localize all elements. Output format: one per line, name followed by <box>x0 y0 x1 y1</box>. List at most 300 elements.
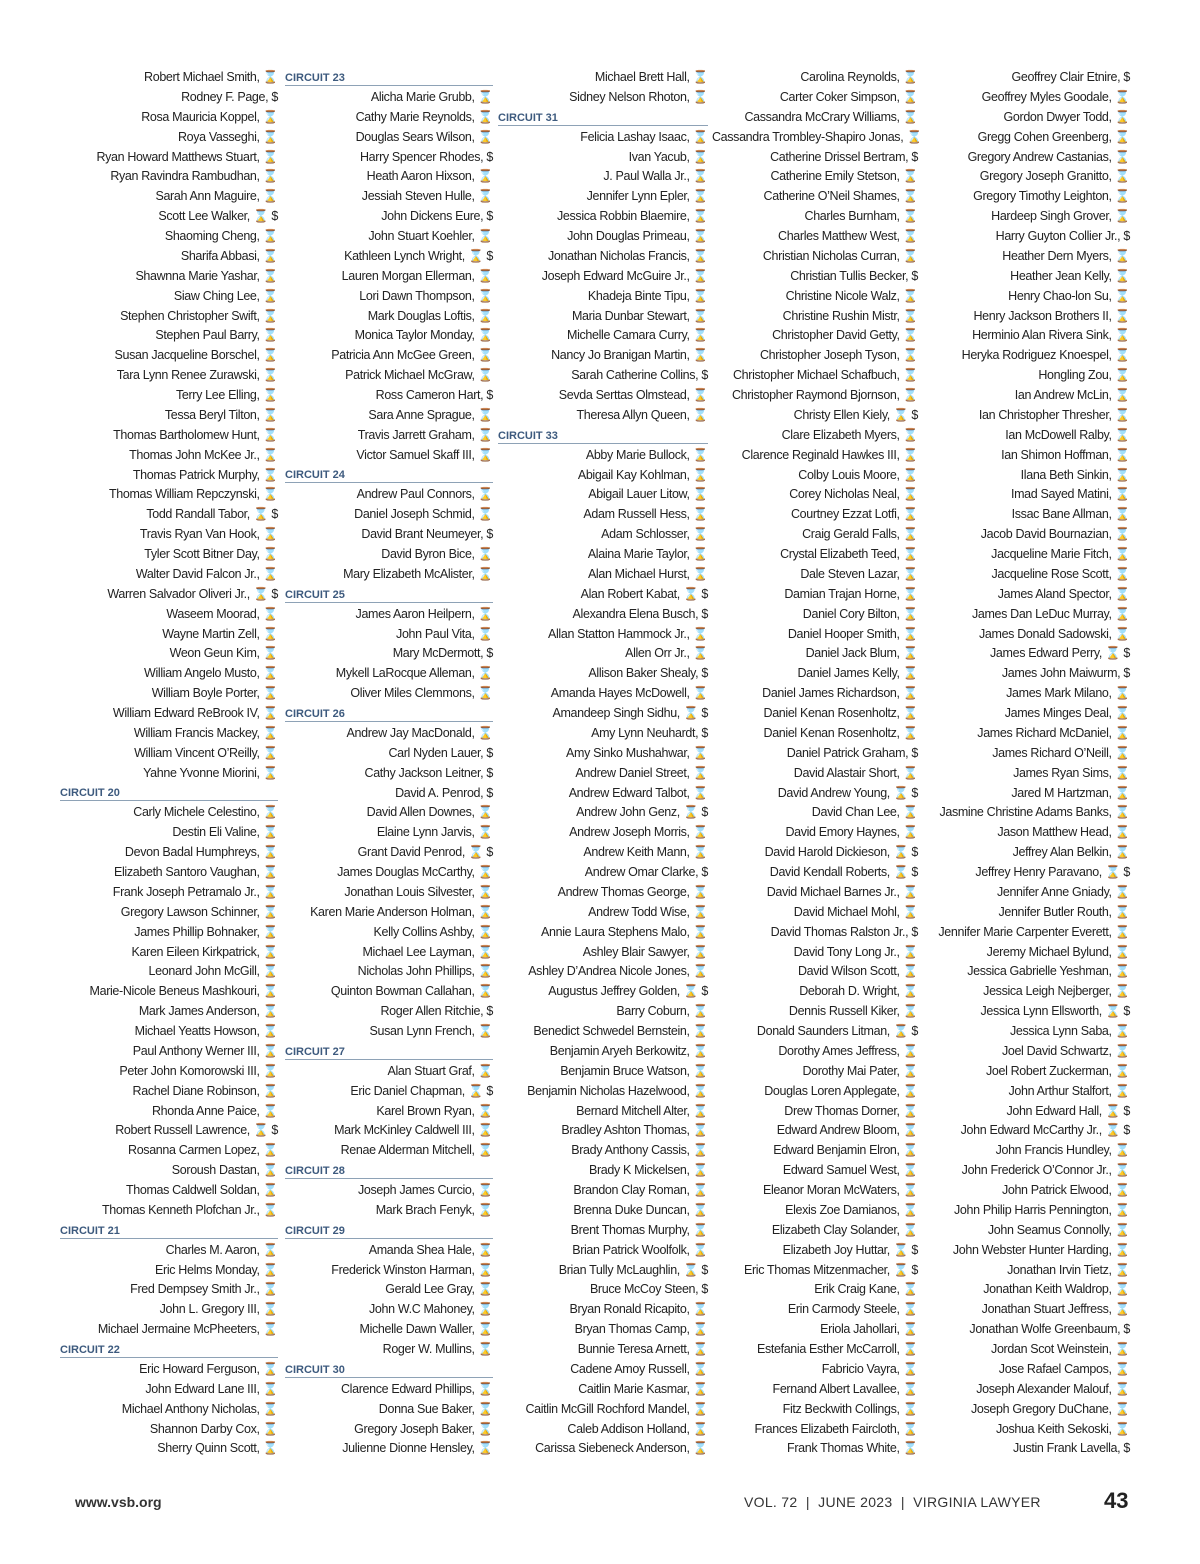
member-name: Michael Yeatts Howson, ⌛ <box>134 1024 278 1038</box>
member-name: Issac Bane Allman, ⌛ <box>1011 507 1130 522</box>
name-column-1 <box>60 68 278 1459</box>
member-name: Jonathan Keith Waldrop, ⌛ <box>983 1282 1130 1297</box>
member-name: Christy Ellen Kiely, ⌛ $ <box>793 407 918 422</box>
member-name: Wayne Martin Zell, ⌛ <box>162 626 278 641</box>
member-name: Courtney Ezzat Lotfi, ⌛ <box>790 507 918 522</box>
member-name: Hardeep Singh Grover, ⌛ <box>991 209 1130 224</box>
member-name: Abigail Kay Kohlman, ⌛ <box>577 467 708 482</box>
member-name: Bryan Thomas Camp, ⌛ <box>574 1322 708 1337</box>
member-name: Travis Ryan Van Hook, ⌛ <box>139 527 278 542</box>
member-name: Daniel Joseph Schmid, ⌛ <box>354 507 493 522</box>
member-name: Alan Michael Hurst, ⌛ <box>587 566 708 581</box>
member-name: Brent Thomas Murphy, ⌛ <box>570 1222 708 1237</box>
member-name: Ian Christopher Thresher, ⌛ <box>978 407 1130 422</box>
member-name: Thomas Kenneth Plofchan Jr., ⌛ <box>102 1202 278 1217</box>
member-name: Gerald Lee Gray, ⌛ <box>385 1282 493 1297</box>
member-name: Charles M. Aaron, ⌛ <box>165 1242 278 1257</box>
member-name: Alan Robert Kabat, ⌛ $ <box>580 586 708 601</box>
member-name: John Paul Vita, ⌛ <box>396 626 493 641</box>
website-url[interactable]: www.vsb.org <box>75 1494 162 1510</box>
member-name: James Aaron Heilpern, ⌛ <box>355 606 493 621</box>
member-name: John Stuart Koehler, ⌛ <box>368 229 493 243</box>
member-name: Devon Badal Humphreys, ⌛ <box>124 845 278 860</box>
member-name: Elizabeth Joy Huttar, ⌛ $ <box>782 1242 918 1257</box>
member-name: Thomas Bartholomew Hunt, ⌛ <box>113 427 278 442</box>
member-name: Kelly Collins Ashby, ⌛ <box>373 924 493 939</box>
member-name: Jessica Leigh Nejberger, ⌛ <box>983 984 1130 999</box>
member-name: Harry Spencer Rhodes, $ <box>360 149 493 164</box>
member-name: John Frederick O’Connor Jr., ⌛ <box>961 1163 1130 1178</box>
member-name: David Chan Lee, ⌛ <box>811 805 918 820</box>
member-name: Michael Brett Hall, ⌛ <box>594 70 708 84</box>
member-name: Henry Jackson Brothers II, ⌛ <box>973 308 1130 323</box>
member-name: Elizabeth Santoro Vaughan, ⌛ <box>114 865 278 879</box>
member-name: Alaina Marie Taylor, ⌛ <box>587 547 708 561</box>
member-name: Eric Thomas Mitzenmacher, ⌛ $ <box>744 1262 918 1277</box>
member-name: Frank Thomas White, ⌛ <box>787 1441 918 1456</box>
member-name: Brandon Clay Roman, ⌛ <box>573 1183 708 1197</box>
member-name: Waseem Moorad, ⌛ <box>166 606 278 621</box>
member-name: John Edward McCarthy Jr., ⌛ $ <box>960 1123 1130 1138</box>
member-name: Cassandra Trombley-Shapiro Jonas, ⌛ <box>712 129 922 144</box>
member-name: Harry Guyton Collier Jr., $ <box>995 229 1130 243</box>
member-name: Siaw Ching Lee, ⌛ <box>173 288 278 303</box>
member-name: Jessica Robbin Blaemire, ⌛ <box>557 209 708 224</box>
member-name: Carolina Reynolds, ⌛ <box>800 70 918 84</box>
member-name: Jacob David Bournazian, ⌛ <box>980 527 1130 542</box>
member-name: Jennifer Marie Carpenter Everett, ⌛ <box>938 924 1130 939</box>
member-name: Cathy Marie Reynolds, ⌛ <box>355 109 493 124</box>
member-name: Karen Marie Anderson Holman, ⌛ <box>310 904 493 919</box>
member-name: David A. Penrod, $ <box>395 785 493 800</box>
member-name: James Dan LeDuc Murray, ⌛ <box>971 606 1130 621</box>
member-name: Nancy Jo Branigan Martin, ⌛ <box>551 348 708 363</box>
member-name: Crystal Elizabeth Teed, ⌛ <box>780 547 918 561</box>
member-name: John Arthur Stalfort, ⌛ <box>1008 1083 1130 1098</box>
member-name: Edward Samuel West, ⌛ <box>782 1163 918 1178</box>
member-name: Ryan Ravindra Rambudhan, ⌛ <box>110 169 278 184</box>
member-name: James Richard O’Neill, ⌛ <box>992 745 1130 760</box>
member-name: James Donald Sadowski, ⌛ <box>979 626 1130 641</box>
member-name: Elaine Lynn Jarvis, ⌛ <box>376 825 493 840</box>
member-name: Erik Craig Kane, ⌛ <box>814 1282 918 1297</box>
member-name: Michelle Dawn Waller, ⌛ <box>359 1322 493 1337</box>
member-name: Mark James Anderson, ⌛ <box>138 1004 278 1019</box>
member-name: Amy Lynn Neuhardt, $ <box>591 725 708 740</box>
member-name: Estefania Esther McCarroll, ⌛ <box>756 1342 918 1356</box>
name-column-4 <box>712 68 922 1459</box>
circuit-header: CIRCUIT 24 <box>285 467 493 483</box>
member-name: Jeffrey Henry Paravano, ⌛ $ <box>975 865 1130 879</box>
member-name: Shaoming Cheng, ⌛ <box>164 229 278 243</box>
member-name: David Thomas Ralston Jr., $ <box>770 924 918 939</box>
member-name: Quinton Bowman Callahan, ⌛ <box>330 984 493 999</box>
name-column-2 <box>285 68 493 1459</box>
member-name: John Patrick Elwood, ⌛ <box>1001 1183 1130 1197</box>
member-name: William Boyle Porter, ⌛ <box>151 686 278 701</box>
member-name: James Phillip Bohnaker, ⌛ <box>134 924 278 939</box>
member-name: John W.C Mahoney, ⌛ <box>368 1302 493 1317</box>
member-name: Susan Jacqueline Borschel, ⌛ <box>114 348 278 363</box>
member-name: Mark Brach Fenyk, ⌛ <box>375 1202 493 1217</box>
member-name: Christine Nicole Walz, ⌛ <box>785 288 918 303</box>
member-name: James Aland Spector, ⌛ <box>997 586 1130 601</box>
member-name: Leonard John McGill, ⌛ <box>148 964 278 979</box>
member-name: Augustus Jeffrey Golden, ⌛ $ <box>548 984 708 999</box>
member-name: David Michael Barnes Jr., ⌛ <box>766 884 918 899</box>
member-name: Andrew Joseph Morris, ⌛ <box>569 825 708 840</box>
member-name: John Dickens Eure, $ <box>381 209 493 224</box>
member-name: Jonathan Nicholas Francis, ⌛ <box>547 248 708 263</box>
member-name: Daniel Kenan Rosenholtz, ⌛ <box>763 706 918 720</box>
member-name: Jennifer Butler Routh, ⌛ <box>998 904 1130 919</box>
member-name: Patrick Michael McGraw, ⌛ <box>345 368 493 383</box>
member-name: Lauren Morgan Ellerman, ⌛ <box>341 268 493 283</box>
member-name: Jordan Scot Weinstein, ⌛ <box>991 1342 1130 1356</box>
member-name: Daniel Kenan Rosenholtz, ⌛ <box>763 725 918 740</box>
member-name: Henry Chao-lon Su, ⌛ <box>1008 288 1130 303</box>
member-name: Sherry Quinn Scott, ⌛ <box>157 1441 278 1456</box>
member-name: Christopher David Getty, ⌛ <box>772 328 918 343</box>
member-name: Jonathan Irvin Tietz, ⌛ <box>1007 1262 1130 1277</box>
member-name: Roger W. Mullins, ⌛ <box>382 1342 493 1356</box>
member-name: Cadene Amoy Russell, ⌛ <box>570 1361 708 1376</box>
member-name: Gregory Joseph Baker, ⌛ <box>354 1421 493 1436</box>
member-name: Grant David Penrod, ⌛ $ <box>357 845 493 860</box>
member-name: Andrew Edward Talbot, ⌛ <box>568 785 708 800</box>
member-name: Deborah D. Wright, ⌛ <box>799 984 918 999</box>
member-name: Scott Lee Walker, ⌛ $ <box>158 209 278 224</box>
member-name: Mary McDermott, $ <box>392 646 493 661</box>
member-name: Damian Trajan Horne, ⌛ <box>784 586 918 601</box>
member-name: Joel Robert Zuckerman, ⌛ <box>985 1063 1130 1078</box>
member-name: Bernard Mitchell Alter, ⌛ <box>576 1103 708 1118</box>
member-name: Joel David Schwartz, ⌛ <box>1001 1043 1130 1058</box>
member-name: Rosanna Carmen Lopez, ⌛ <box>128 1143 278 1158</box>
member-name: Amanda Shea Hale, ⌛ <box>368 1242 493 1257</box>
member-name: Justin Frank Lavella, $ <box>1012 1441 1130 1456</box>
member-name: Bradley Ashton Thomas, ⌛ <box>561 1123 708 1138</box>
member-name: William Francis Mackey, ⌛ <box>133 725 278 740</box>
member-name: William Edward ReBrook IV, ⌛ <box>112 706 278 720</box>
member-name: Edward Andrew Bloom, ⌛ <box>776 1123 918 1138</box>
member-name: Donna Sue Baker, ⌛ <box>378 1401 493 1416</box>
member-name: Allison Baker Shealy, $ <box>588 666 708 681</box>
member-name: Jared M Hartzman, ⌛ <box>1011 785 1130 800</box>
member-name: Gordon Dwyer Todd, ⌛ <box>1003 109 1130 124</box>
circuit-header: CIRCUIT 25 <box>285 587 493 603</box>
circuit-header: CIRCUIT 27 <box>285 1044 493 1060</box>
name-column-5 <box>926 68 1130 1459</box>
member-name: Catherine O’Neil Shames, ⌛ <box>763 189 918 204</box>
member-name: Marie-Nicole Beneus Mashkouri, ⌛ <box>89 984 278 999</box>
member-name: David Alastair Short, ⌛ <box>793 765 918 780</box>
member-name: Heather Dern Myers, ⌛ <box>1002 248 1130 263</box>
circuit-header: CIRCUIT 26 <box>285 706 493 722</box>
member-name: Cathy Jackson Leitner, $ <box>364 765 493 780</box>
circuit-header: CIRCUIT 28 <box>285 1163 493 1179</box>
member-name: John Seamus Connolly, ⌛ <box>987 1222 1130 1237</box>
member-name: Jacqueline Rose Scott, ⌛ <box>991 566 1130 581</box>
member-name: John Edward Lane III, ⌛ <box>145 1381 278 1396</box>
member-name: Eric Howard Ferguson, ⌛ <box>139 1361 278 1376</box>
member-name: Brady K Mickelsen, ⌛ <box>588 1163 708 1178</box>
page-number: 43 <box>1104 1488 1129 1513</box>
member-name: James John Maiwurm, $ <box>1001 666 1130 681</box>
member-name: Catherine Drissel Bertram, $ <box>770 149 918 164</box>
member-name: Jasmine Christine Adams Banks, ⌛ <box>939 805 1130 820</box>
member-name: Sara Anne Sprague, ⌛ <box>368 407 493 422</box>
member-name: Dorothy Mai Pater, ⌛ <box>802 1063 918 1078</box>
member-name: Robert Russell Lawrence, ⌛ $ <box>115 1123 278 1138</box>
member-name: Dale Steven Lazar, ⌛ <box>800 566 918 581</box>
member-name: Imad Sayed Matini, ⌛ <box>1010 487 1130 502</box>
member-name: Thomas Patrick Murphy, ⌛ <box>132 467 278 482</box>
member-name: Donald Saunders Litman, ⌛ $ <box>756 1024 918 1038</box>
member-name: Heath Aaron Hixson, ⌛ <box>366 169 493 184</box>
member-name: Dorothy Ames Jeffress, ⌛ <box>778 1043 918 1058</box>
member-name: Caitlin McGill Rochford Mandel, ⌛ <box>525 1401 708 1416</box>
member-name: Yahne Yvonne Miorini, ⌛ <box>143 765 278 780</box>
member-name: Joshua Keith Sekoski, ⌛ <box>996 1421 1130 1436</box>
member-name: Alan Stuart Graf, ⌛ <box>387 1063 493 1078</box>
member-name: Andrew John Genz, ⌛ $ <box>576 805 708 820</box>
member-name: Ashley D’Andrea Nicole Jones, ⌛ <box>528 964 708 979</box>
member-name: Michael Jermaine McPheeters, ⌛ <box>97 1322 278 1337</box>
publication-info: VOL. 72 | JUNE 2023 | VIRGINIA LAWYER <box>744 1494 1041 1510</box>
member-name: Elizabeth Clay Solander, ⌛ <box>771 1222 918 1237</box>
member-name: Karel Brown Ryan, ⌛ <box>376 1103 493 1118</box>
member-name: Joseph Edward McGuire Jr., ⌛ <box>541 268 708 283</box>
member-name: John Webster Hunter Harding, ⌛ <box>952 1242 1130 1257</box>
member-name: Jessica Lynn Ellsworth, ⌛ $ <box>980 1004 1130 1019</box>
member-name: Ryan Howard Matthews Stuart, ⌛ <box>96 149 278 164</box>
member-name: Sarah Ann Maguire, ⌛ <box>155 189 278 204</box>
member-name: Frances Elizabeth Faircloth, ⌛ <box>754 1421 918 1436</box>
member-name: Andrew Thomas George, ⌛ <box>557 884 708 899</box>
member-name: Benjamin Aryeh Berkowitz, ⌛ <box>549 1043 708 1058</box>
member-name: Ian Shimon Hoffman, ⌛ <box>1001 447 1130 462</box>
circuit-header: CIRCUIT 31 <box>498 110 708 126</box>
member-name: William Angelo Musto, ⌛ <box>144 666 278 681</box>
member-name: Christopher Raymond Bjornson, ⌛ <box>731 388 918 402</box>
member-name: Brian Tully McLaughlin, ⌛ $ <box>558 1262 708 1277</box>
member-name: Gregory Joseph Granitto, ⌛ <box>979 169 1130 184</box>
member-name: David Andrew Young, ⌛ $ <box>777 785 918 800</box>
member-name: Rachel Diane Robinson, ⌛ <box>132 1083 278 1098</box>
member-name: Carl Nyden Lauer, $ <box>388 745 493 760</box>
member-name: Bruce McCoy Steen, $ <box>589 1282 708 1297</box>
member-name: Shannon Darby Cox, ⌛ <box>149 1421 278 1436</box>
member-name: Daniel Hooper Smith, ⌛ <box>787 626 918 641</box>
member-name: David Michael Mohl, ⌛ <box>793 904 918 919</box>
member-name: Alicha Marie Grubb, ⌛ <box>370 89 493 104</box>
member-name: Brady Anthony Cassis, ⌛ <box>571 1143 708 1158</box>
member-name: Carly Michele Celestino, ⌛ <box>133 805 278 820</box>
member-name: Robert Michael Smith, ⌛ <box>144 70 278 84</box>
member-name: Drew Thomas Dorner, ⌛ <box>784 1103 918 1118</box>
member-name: John Douglas Primeau, ⌛ <box>567 229 708 243</box>
member-name: Amy Sinko Mushahwar, ⌛ <box>566 745 708 760</box>
member-name: Travis Jarrett Graham, ⌛ <box>357 427 493 442</box>
member-name: Eriola Jahollari, ⌛ <box>820 1322 918 1337</box>
name-column-3 <box>498 68 708 1459</box>
member-name: David Brant Neumeyer, $ <box>361 527 493 542</box>
member-name: Jessica Lynn Saba, ⌛ <box>1010 1024 1130 1038</box>
member-name: Daniel James Richardson, ⌛ <box>762 686 918 701</box>
circuit-header: CIRCUIT 29 <box>285 1223 493 1239</box>
member-name: David Tony Long Jr., ⌛ <box>793 944 918 959</box>
member-name: Ivan Yacub, ⌛ <box>628 149 708 164</box>
member-name: John Edward Hall, ⌛ $ <box>1006 1103 1130 1118</box>
member-name: Mary Elizabeth McAlister, ⌛ <box>343 566 493 581</box>
member-name: Lori Dawn Thompson, ⌛ <box>359 288 493 303</box>
member-name: Carter Coker Simpson, ⌛ <box>779 89 918 104</box>
member-name: Stephen Paul Barry, ⌛ <box>155 328 278 343</box>
member-name: James Mark Milano, ⌛ <box>1006 686 1130 701</box>
member-name: Nicholas John Phillips, ⌛ <box>357 964 493 979</box>
member-name: Thomas John McKee Jr., ⌛ <box>129 447 278 462</box>
member-name: Fabricio Vayra, ⌛ <box>821 1361 918 1376</box>
member-name: Dennis Russell Kiker, ⌛ <box>788 1004 918 1019</box>
member-name: Clare Elizabeth Myers, ⌛ <box>781 427 918 442</box>
member-name: Annie Laura Stephens Malo, ⌛ <box>541 924 708 939</box>
member-name: John Francis Hundley, ⌛ <box>995 1143 1130 1158</box>
member-name: Felicia Lashay Isaac, ⌛ <box>580 129 708 144</box>
member-name: John L. Gregory III, ⌛ <box>159 1302 278 1317</box>
member-name: Abigail Lauer Litow, ⌛ <box>588 487 708 502</box>
member-name: Eric Daniel Chapman, ⌛ $ <box>350 1083 493 1098</box>
member-name: Kathleen Lynch Wright, ⌛ $ <box>344 248 493 263</box>
member-name: Fred Dempsey Smith Jr., ⌛ <box>130 1282 278 1297</box>
member-name: Victor Samuel Skaff III, ⌛ <box>356 447 493 462</box>
member-name: Christian Nicholas Curran, ⌛ <box>762 248 918 263</box>
member-name: Daniel Cory Bilton, ⌛ <box>802 606 918 621</box>
member-name: Benedict Schwedel Bernstein, ⌛ <box>533 1024 708 1038</box>
member-name: Herminio Alan Rivera Sink, ⌛ <box>972 328 1130 343</box>
member-name: Brenna Duke Duncan, ⌛ <box>573 1202 708 1217</box>
member-name: Frank Joseph Petramalo Jr., ⌛ <box>112 884 278 899</box>
member-name: Destin Eli Valine, ⌛ <box>172 825 278 840</box>
member-name: J. Paul Walla Jr., ⌛ <box>603 169 708 184</box>
member-name: Craig Gerald Falls, ⌛ <box>802 527 918 542</box>
member-name: Carissa Siebeneck Anderson, ⌛ <box>535 1441 708 1456</box>
member-name: Jennifer Anne Gniady, ⌛ <box>996 884 1130 899</box>
member-name: Michelle Camara Curry, ⌛ <box>567 328 708 343</box>
member-name: Tessa Beryl Tilton, ⌛ <box>164 407 278 422</box>
circuit-header: CIRCUIT 21 <box>60 1223 278 1239</box>
member-name: Patricia Ann McGee Green, ⌛ <box>331 348 493 363</box>
member-name: Tyler Scott Bitner Day, ⌛ <box>144 547 278 561</box>
member-name: Weon Geun Kim, ⌛ <box>169 646 278 661</box>
member-name: Gregory Lawson Schinner, ⌛ <box>120 904 278 919</box>
member-name: William Vincent O’Reilly, ⌛ <box>134 745 278 760</box>
member-name: Sidney Nelson Rhoton, ⌛ <box>569 89 708 104</box>
member-name: Rosa Mauricia Koppel, ⌛ <box>141 109 278 124</box>
member-name: Michael Anthony Nicholas, ⌛ <box>121 1401 278 1416</box>
member-name: Caleb Addison Holland, ⌛ <box>567 1421 708 1436</box>
member-name: Elexis Zoe Damianos, ⌛ <box>785 1202 918 1217</box>
member-name: Barry Coburn, ⌛ <box>616 1004 708 1019</box>
member-name: Christine Rushin Mistr, ⌛ <box>782 308 918 323</box>
member-name: Jonathan Louis Silvester, ⌛ <box>344 884 493 899</box>
member-name: Benjamin Bruce Watson, ⌛ <box>560 1063 708 1078</box>
member-name: Roya Vasseghi, ⌛ <box>177 129 278 144</box>
member-name: Karen Eileen Kirkpatrick, ⌛ <box>131 944 278 959</box>
member-name: Fitz Beckwith Collings, ⌛ <box>782 1401 918 1416</box>
member-name: Charles Matthew West, ⌛ <box>778 229 918 243</box>
member-name: Monica Taylor Monday, ⌛ <box>354 328 493 343</box>
member-name: Jennifer Lynn Epler, ⌛ <box>586 189 708 204</box>
member-name: Shawnna Marie Yashar, ⌛ <box>135 268 278 283</box>
member-name: Eric Helms Monday, ⌛ <box>155 1262 278 1277</box>
member-name: Christopher Michael Schafbuch, ⌛ <box>732 368 918 383</box>
member-name: Jeffrey Alan Belkin, ⌛ <box>1012 845 1130 860</box>
member-name: Amanda Hayes McDowell, ⌛ <box>550 686 708 701</box>
member-name: Ross Cameron Hart, $ <box>375 388 493 402</box>
member-name: Stephen Christopher Swift, ⌛ <box>120 308 278 323</box>
member-name: Colby Louis Moore, ⌛ <box>798 467 918 482</box>
member-name: Thomas William Repczynski, ⌛ <box>109 487 278 502</box>
member-name: Christian Tullis Becker, $ <box>790 268 918 283</box>
member-name: Eleanor Moran McWaters, ⌛ <box>762 1183 918 1197</box>
member-name: Brian Patrick Woolfolk, ⌛ <box>572 1242 708 1257</box>
circuit-header: CIRCUIT 33 <box>498 428 708 444</box>
member-name: David Allen Downes, ⌛ <box>366 805 493 820</box>
member-name: Geoffrey Clair Etnire, $ <box>1011 70 1130 84</box>
member-name: Fernand Albert Lavallee, ⌛ <box>772 1381 918 1396</box>
member-name: Ian Andrew McLin, ⌛ <box>1014 388 1130 402</box>
member-name: Erin Carmody Steele, ⌛ <box>787 1302 918 1317</box>
member-name: Soroush Dastan, ⌛ <box>171 1163 278 1178</box>
member-name: Jessiah Steven Hulle, ⌛ <box>361 189 493 204</box>
circuit-header: CIRCUIT 22 <box>60 1342 278 1358</box>
member-name: David Byron Bice, ⌛ <box>381 547 493 561</box>
member-name: Mark McKinley Caldwell III, ⌛ <box>334 1123 493 1138</box>
member-name: Jason Matthew Head, ⌛ <box>997 825 1130 840</box>
member-name: Clarence Edward Phillips, ⌛ <box>340 1381 493 1396</box>
member-name: Joseph Alexander Malouf, ⌛ <box>976 1381 1130 1396</box>
member-name: David Wilson Scott, ⌛ <box>797 964 918 979</box>
member-name: Gregory Andrew Castanias, ⌛ <box>967 149 1130 164</box>
member-name: Thomas Caldwell Soldan, ⌛ <box>125 1183 278 1197</box>
member-name: Jonathan Stuart Jeffress, ⌛ <box>981 1302 1130 1317</box>
member-name: James Ryan Sims, ⌛ <box>1013 765 1130 780</box>
member-name: Theresa Allyn Queen, ⌛ <box>576 407 708 422</box>
member-name: Alexandra Elena Busch, $ <box>572 606 708 621</box>
member-name: Adam Russell Hess, ⌛ <box>583 507 708 522</box>
member-name: Jose Rafael Campos, ⌛ <box>998 1361 1130 1376</box>
member-name: Andrew Keith Mann, ⌛ <box>583 845 708 860</box>
member-name: Allen Orr Jr., ⌛ <box>625 646 708 661</box>
member-name: Bryan Ronald Ricapito, ⌛ <box>569 1302 708 1317</box>
member-name: Daniel Jack Blum, ⌛ <box>805 646 918 661</box>
member-name: Gregory Timothy Leighton, ⌛ <box>973 189 1130 204</box>
member-name: Cassandra McCrary Williams, ⌛ <box>744 109 918 124</box>
member-name: Caitlin Marie Kasmar, ⌛ <box>578 1381 708 1396</box>
member-name: Walter David Falcon Jr., ⌛ <box>135 566 278 581</box>
member-name: Amandeep Singh Sidhu, ⌛ $ <box>552 706 708 720</box>
member-name: Michael Lee Layman, ⌛ <box>362 944 493 959</box>
member-name: Catherine Emily Stetson, ⌛ <box>770 169 918 184</box>
member-name: Mykell LaRocque Alleman, ⌛ <box>335 666 493 681</box>
member-name: Ashley Blair Sawyer, ⌛ <box>582 944 708 959</box>
member-name: Mark Douglas Loftis, ⌛ <box>367 308 493 323</box>
member-name: Daniel James Kelly, ⌛ <box>797 666 918 681</box>
circuit-header: CIRCUIT 30 <box>285 1362 493 1378</box>
member-name: Daniel Patrick Graham, $ <box>786 745 918 760</box>
member-name: Jeremy Michael Bylund, ⌛ <box>986 944 1130 959</box>
